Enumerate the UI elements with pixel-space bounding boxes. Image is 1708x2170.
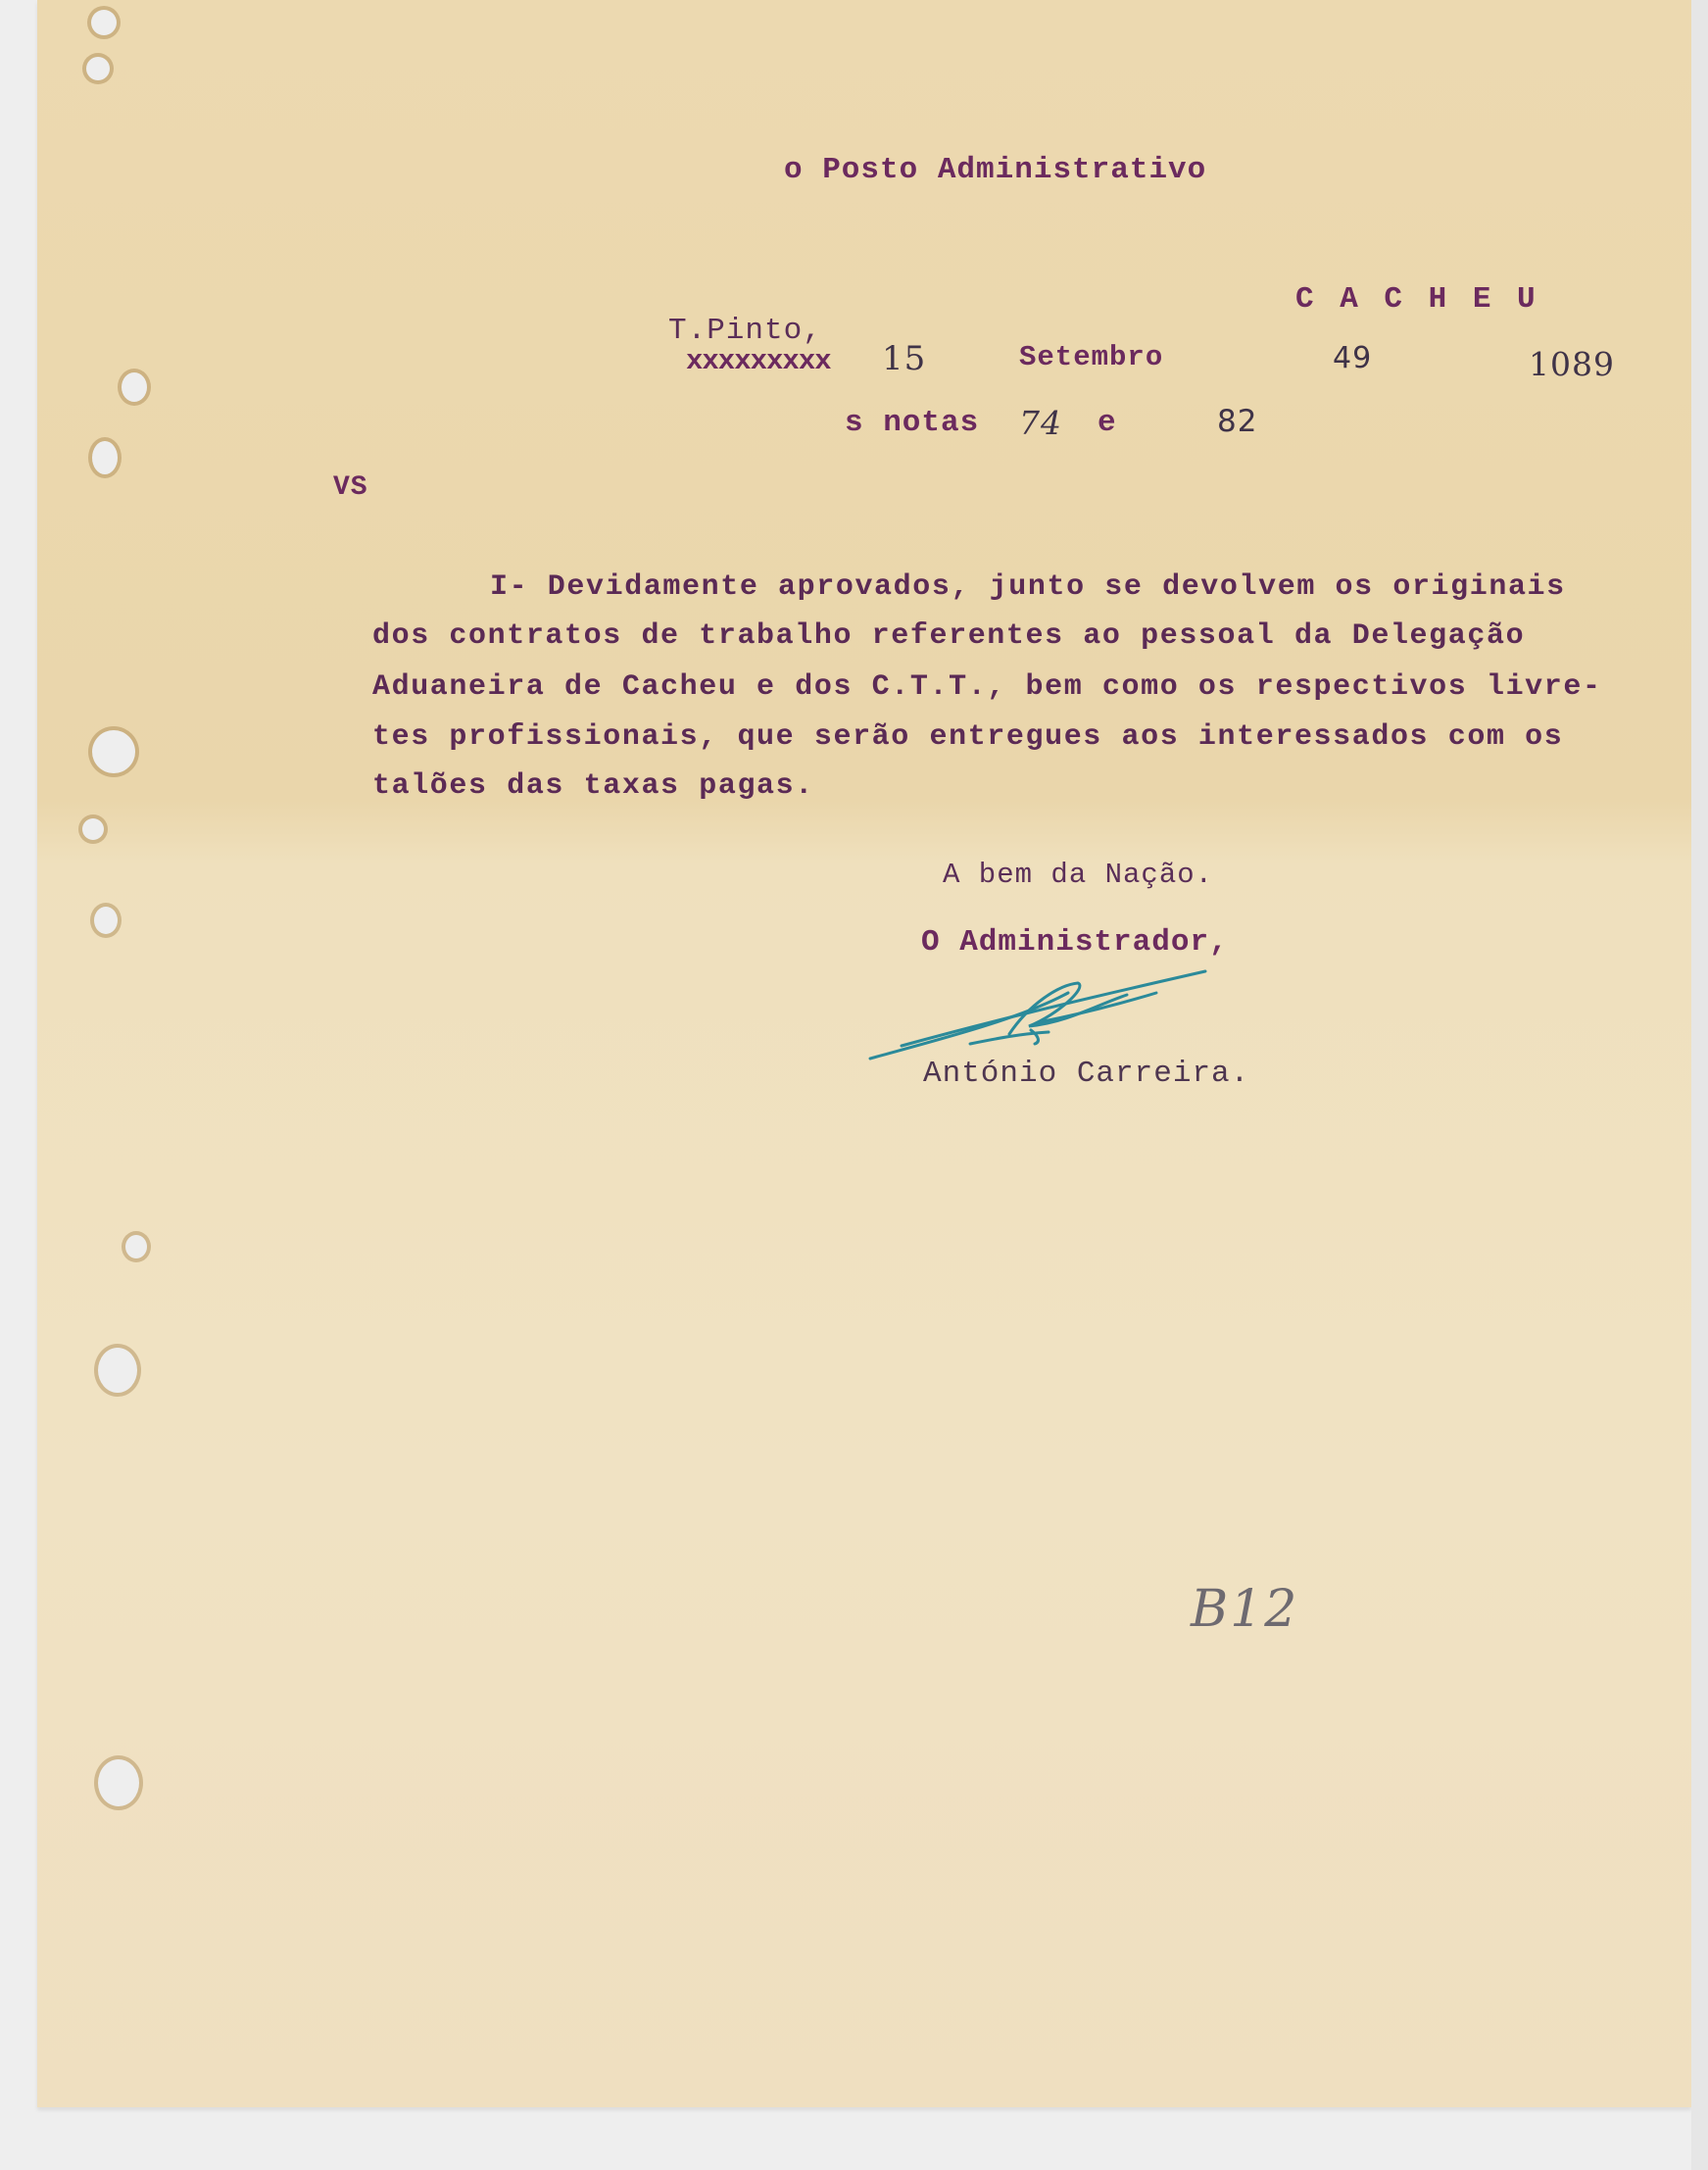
salutation: VS — [333, 472, 368, 503]
punch-hole — [86, 57, 110, 80]
closing-formula: A bem da Nação. — [943, 859, 1214, 891]
date-year: 49 — [1333, 341, 1373, 375]
body-line-4: tes profissionais, que serão entregues aos interessados com os — [372, 720, 1564, 754]
body-line-5: talões das taxas pagas. — [372, 769, 814, 803]
place-name: C A C H E U — [1295, 282, 1539, 317]
punch-hole — [125, 1235, 147, 1258]
scan-margin — [1691, 0, 1708, 2170]
punch-hole — [98, 1348, 137, 1393]
punch-hole — [94, 907, 118, 934]
signatory-name: António Carreira. — [923, 1057, 1250, 1091]
notes-label: s notas — [845, 406, 980, 440]
date-day: 15 — [882, 339, 927, 378]
sender-line: T.Pinto, — [668, 314, 822, 348]
punch-hole — [122, 372, 147, 402]
date-month: Setembro — [1019, 341, 1164, 373]
document-number: 1089 — [1529, 345, 1615, 383]
body-line-2: dos contratos de trabalho referentes ao pessoal da Delegação — [372, 619, 1526, 653]
punch-hole — [98, 1759, 139, 1806]
struck-out-text: xxxxxxxxx — [686, 345, 831, 377]
pencil-annotation: B12 — [1191, 1580, 1299, 1639]
punch-hole — [92, 441, 118, 474]
body-line-3: Aduaneira de Cacheu e dos C.T.T., bem como os respectivos livre- — [372, 670, 1602, 704]
note-connector: e — [1098, 406, 1117, 440]
note-number-2: 82 — [1217, 404, 1258, 439]
letter-heading: o Posto Administrativo — [784, 153, 1207, 187]
punch-hole — [82, 818, 104, 840]
signatory-title: O Administrador, — [921, 925, 1229, 960]
punch-hole — [91, 10, 117, 35]
note-number-1: 74 — [1019, 404, 1062, 442]
punch-hole — [92, 730, 135, 773]
body-line-1: I- Devidamente aprovados, junto se devolvem os originais — [490, 570, 1566, 604]
